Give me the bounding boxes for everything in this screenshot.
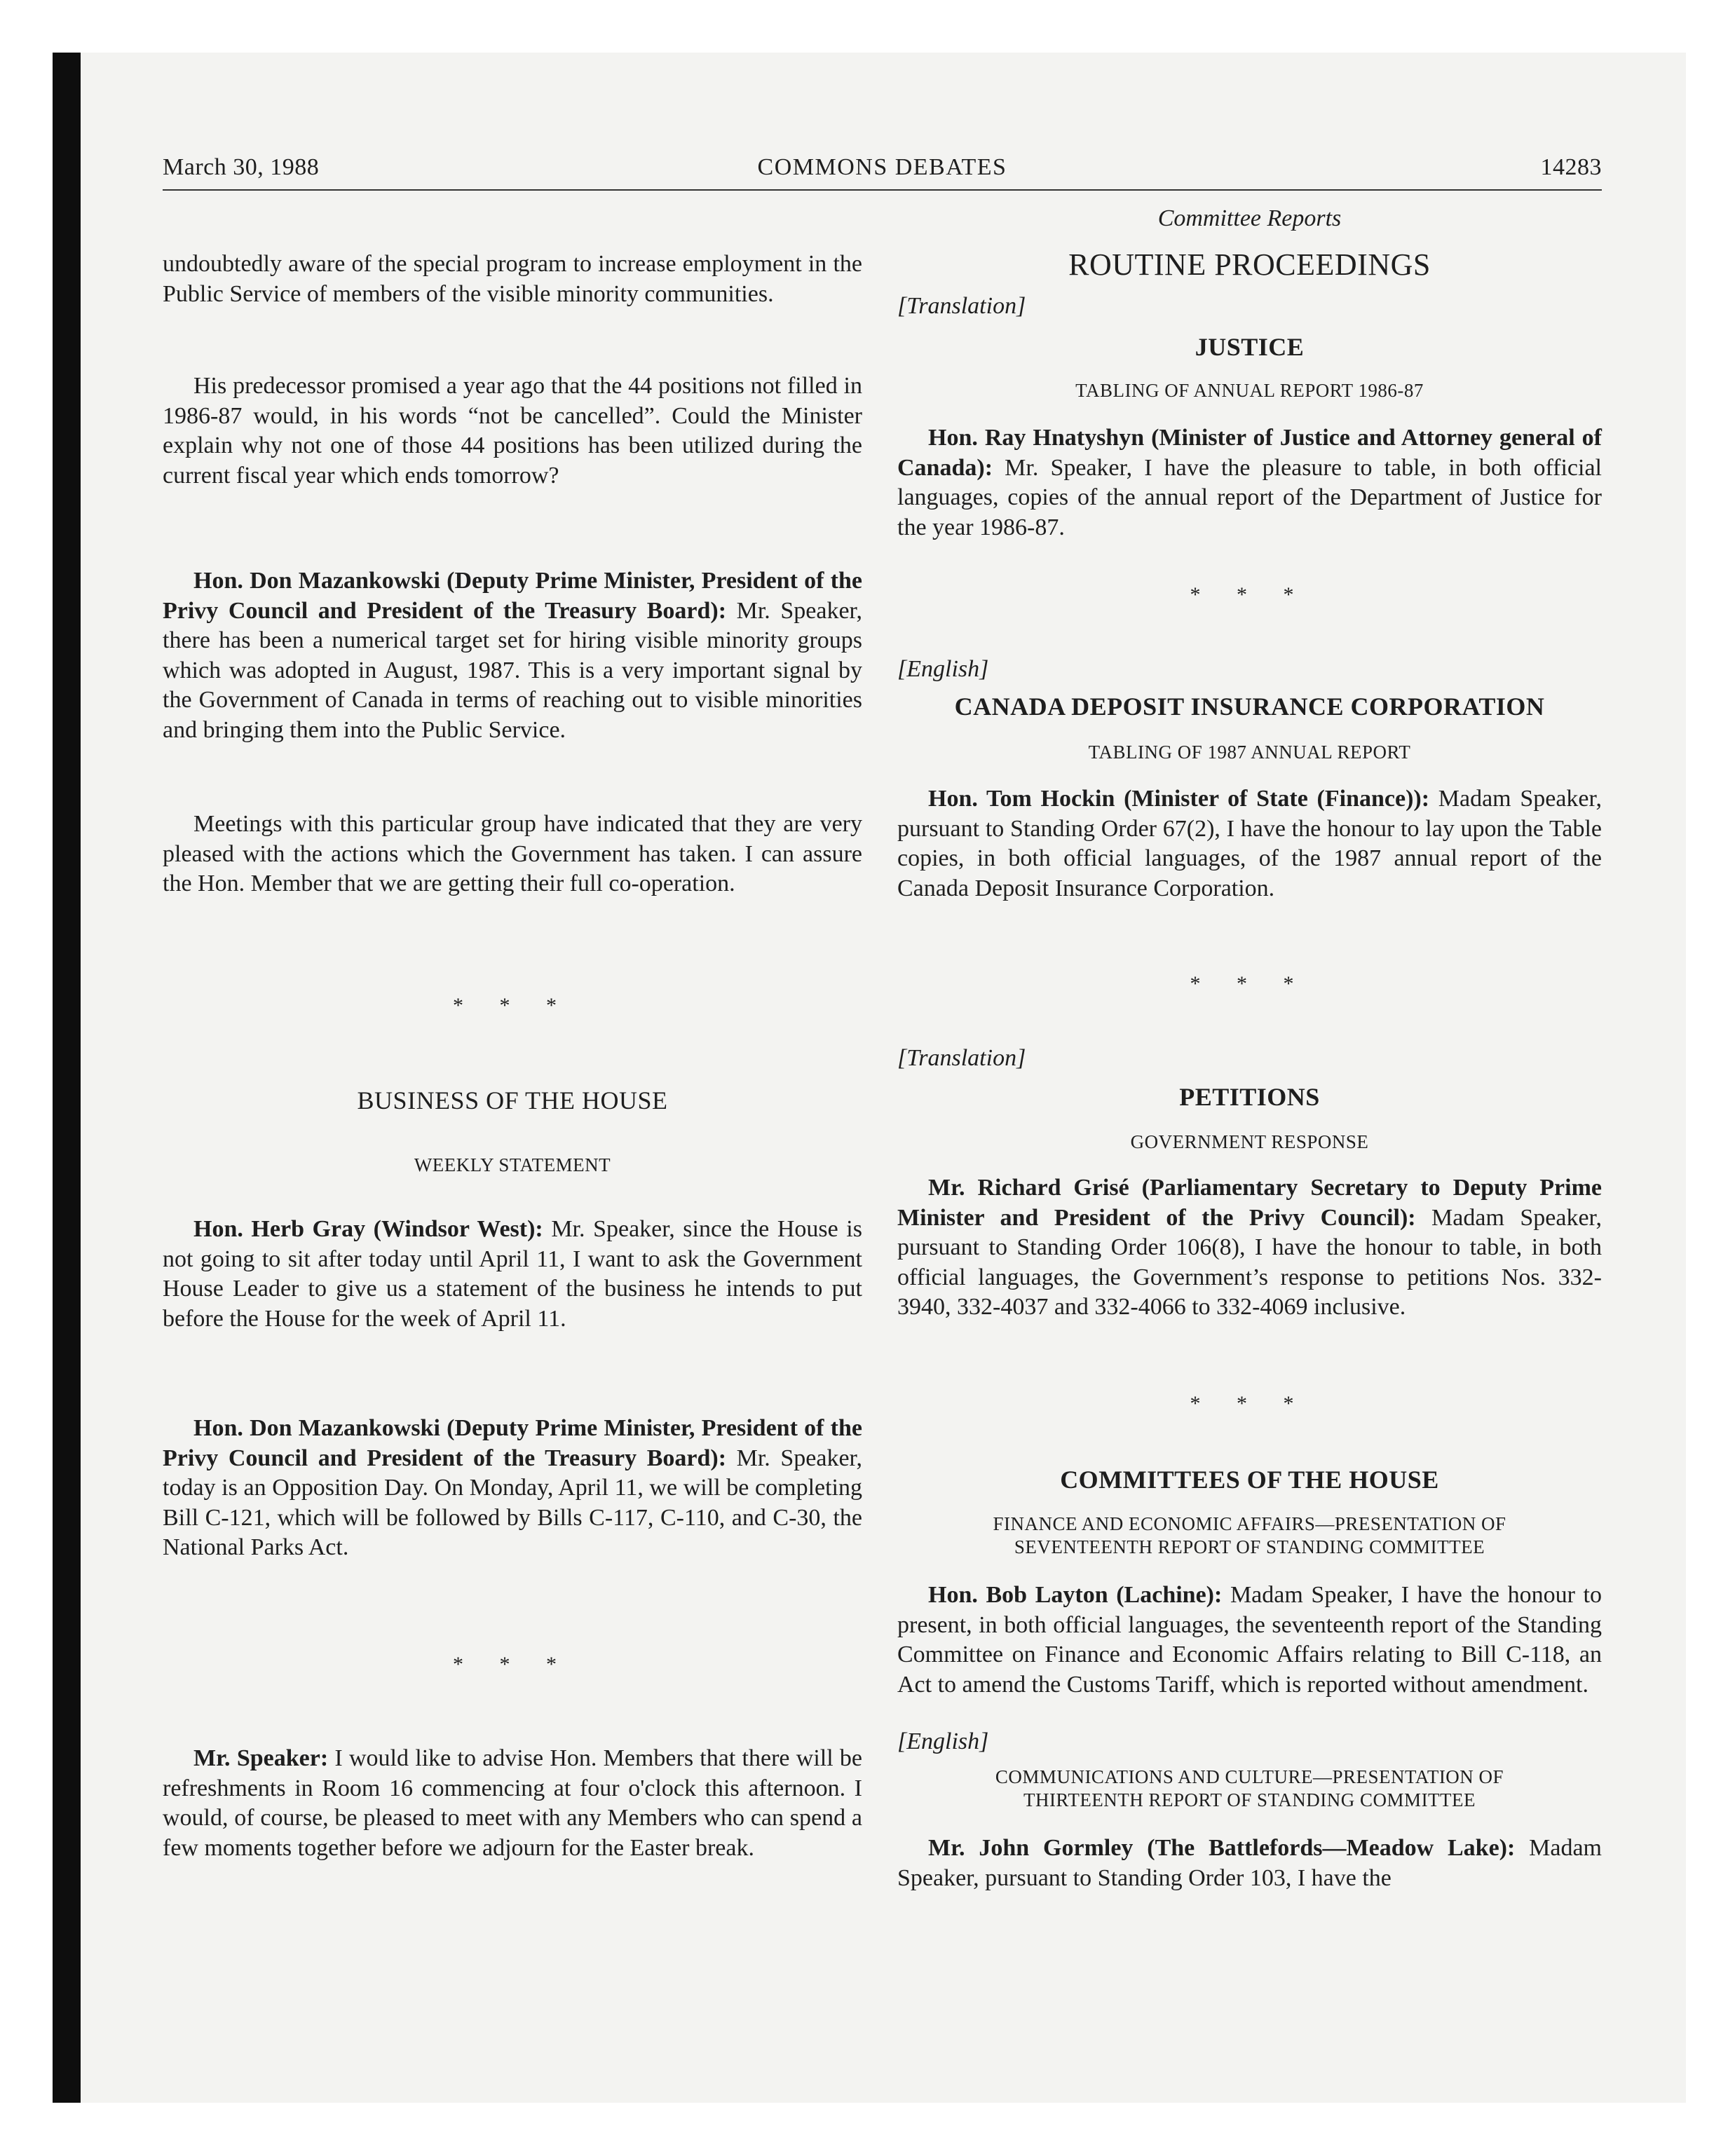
- speech-text: Mr. Speaker, there has been a numerical target set for hiring visible minority groups which was adopted in August, 1987. This is a very important signal by the Government of Canada in terms of reaching out to visible minorities and bringing them into the Public Service.: [163, 597, 862, 743]
- language-note: [English]: [897, 1728, 989, 1754]
- section-running-title: Committee Reports: [1157, 205, 1342, 231]
- paragraph: undoubtedly aware of the special program to increase employment in the Public Service of members of the visible minority communities.: [163, 251, 862, 307]
- speaker-name: Hon. Don Mazankowski (Deputy Prime Minister, President of the Privy Council and President of the Treasury Board):: [163, 568, 862, 624]
- section-heading: ROUTINE PROCEEDINGS: [1068, 247, 1431, 282]
- section-subheading: [897, 1513, 1602, 1559]
- binding-edge: [53, 53, 81, 2103]
- speech-text: I would like to advise Hon. Members that there will be refreshments in Room 16 commencing at four o'clock this afternoon. I would, of course, be pleased to meet with any Members who can spend a few moments together before we adjourn for the Easter break.: [163, 1745, 863, 1861]
- section-heading: COMMITTEES OF THE HOUSE: [1060, 1466, 1439, 1494]
- paragraph: Meetings with this particular group have indicated that they are very pleased with the actions which the Government has taken. I can assure the Hon. Member that we are getting their full co-operation.: [163, 811, 862, 896]
- section-separator: * * *: [1190, 583, 1309, 606]
- speech-paragraph: [163, 1744, 862, 1863]
- speech-text: Mr. Speaker, I have the pleasure to table, in both official languages, copies of the annual report of the Department of Justice for the year 1986-87.: [897, 454, 1602, 540]
- section-subheading: WEEKLY STATEMENT: [414, 1154, 611, 1175]
- section-separator: * * *: [453, 1653, 572, 1676]
- running-header: [163, 150, 1602, 191]
- header-publication: COMMONS DEBATES: [757, 154, 1007, 180]
- speaker-name: Hon. Tom Hockin (Minister of State (Finance)):: [928, 786, 1430, 812]
- subheading-line: THIRTEENTH REPORT OF STANDING COMMITTEE: [1023, 1789, 1476, 1810]
- speaker-name: Mr. Richard Grisé (Parliamentary Secretary to Deputy Prime Minister and President of the Privy Council):: [897, 1175, 1602, 1231]
- language-note: [Translation]: [897, 293, 1026, 319]
- section-separator: * * *: [1190, 972, 1309, 995]
- header-page-number: 14283: [1540, 154, 1602, 180]
- speaker-name: Mr. John Gormley (The Battlefords—Meadow Lake):: [928, 1835, 1516, 1861]
- paragraph: His predecessor promised a year ago that the 44 positions not filled in 1986-87 would, in his words “not be cancelled”. Could the Minister explain why not one of those 44 positions has been utilized during the current fiscal year which ends tomorrow?: [163, 373, 862, 489]
- speaker-name: Hon. Bob Layton (Lachine):: [928, 1582, 1223, 1608]
- speech-text: Madam Speaker, pursuant to Standing Order 67(2), I have the honour to lay upon the Table copies, in both official languages, of the 1987 annual report of the Canada Deposit Insurance Corporation.: [897, 786, 1602, 901]
- section-subheading: TABLING OF 1987 ANNUAL REPORT: [1088, 742, 1411, 763]
- section-heading: PETITIONS: [1179, 1083, 1320, 1111]
- subheading-line: FINANCE AND ECONOMIC AFFAIRS—PRESENTATION OF: [993, 1513, 1506, 1534]
- speech-paragraph: [897, 784, 1602, 903]
- section-heading: JUSTICE: [1195, 333, 1305, 361]
- speaker-name: Mr. Speaker:: [193, 1745, 329, 1771]
- section-subheading: TABLING OF ANNUAL REPORT 1986-87: [1075, 380, 1424, 401]
- speaker-name: Hon. Herb Gray (Windsor West):: [193, 1216, 543, 1242]
- speech-paragraph: [163, 566, 862, 745]
- language-note: [English]: [897, 656, 989, 682]
- header-date: March 30, 1988: [163, 154, 320, 180]
- speaker-name: Hon. Don Mazankowski (Deputy Prime Minister, President of the Privy Council and President of the Treasury Board):: [163, 1415, 862, 1471]
- subheading-line: COMMUNICATIONS AND CULTURE—PRESENTATION OF: [995, 1766, 1504, 1787]
- section-heading: BUSINESS OF THE HOUSE: [357, 1086, 668, 1114]
- speech-text: Madam Speaker, pursuant to Standing Order 106(8), I have the honour to table, in both official languages, the Government’s response to petitions Nos. 332-3940, 332-4037 and 332-4066 to 332-4069 inclusive.: [897, 1204, 1602, 1320]
- speech-paragraph: [163, 1215, 862, 1334]
- speech-text: Madam Speaker, I have the honour to present, in both official languages, the seventeenth report of the Standing Committee on Finance and Economic Affairs relating to Bill C-118, an Act to amend the Customs Tariff, which is reported without amendment.: [897, 1582, 1603, 1698]
- speech-paragraph: [897, 1581, 1602, 1700]
- section-subheading: GOVERNMENT RESPONSE: [1130, 1131, 1369, 1152]
- speech-paragraph: [897, 1834, 1602, 1893]
- speech-text: Mr. Speaker, since the House is not going to sit after today until April 11, I want to ask the Government House Leader to give us a statement of the business he intends to put before the House for the week of April 11.: [163, 1216, 862, 1332]
- speaker-name: Hon. Ray Hnatyshyn (Minister of Justice and Attorney general of Canada):: [897, 425, 1602, 481]
- section-heading: CANADA DEPOSIT INSURANCE CORPORATION: [954, 692, 1545, 721]
- section-separator: * * *: [453, 994, 572, 1017]
- speech-text: Mr. Speaker, today is an Opposition Day. On Monday, April 11, we will be completing Bill C-121, which will be followed by Bills C-117, C-110, and C-30, the National Parks Act.: [163, 1445, 862, 1560]
- language-note: [Translation]: [897, 1045, 1026, 1071]
- speech-paragraph: [163, 1414, 862, 1563]
- section-separator: * * *: [1190, 1392, 1309, 1415]
- section-subheading: [897, 1766, 1602, 1812]
- speech-paragraph: [897, 1173, 1602, 1323]
- speech-paragraph: [897, 423, 1602, 543]
- speech-text: Madam Speaker, pursuant to Standing Order 103, I have the: [897, 1835, 1603, 1891]
- subheading-line: SEVENTEENTH REPORT OF STANDING COMMITTEE: [1014, 1536, 1485, 1557]
